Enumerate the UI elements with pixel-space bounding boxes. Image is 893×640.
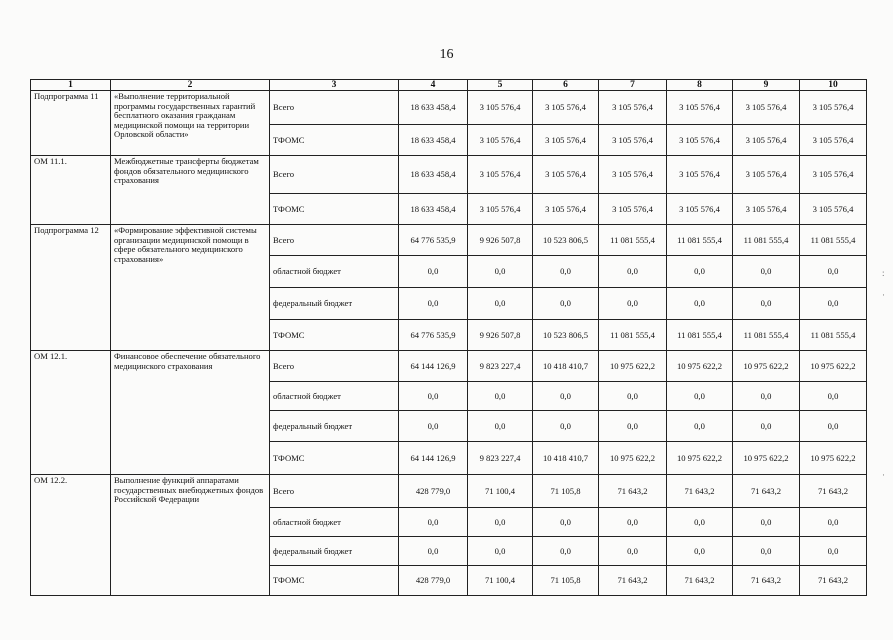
table-row — [31, 156, 867, 194]
column-header: 3 — [270, 80, 399, 91]
amount-cell: 3 105 576,4 — [667, 91, 733, 125]
amount-cell: 0,0 — [468, 256, 533, 288]
amount-cell: 10 418 410,7 — [533, 442, 599, 475]
amount-cell: 9 926 507,8 — [468, 225, 533, 256]
column-header: 4 — [399, 80, 468, 91]
column-header: 10 — [800, 80, 867, 91]
amount-cell: 3 105 576,4 — [599, 91, 667, 125]
amount-cell: 0,0 — [800, 411, 867, 442]
amount-cell: 3 105 576,4 — [667, 156, 733, 194]
funding-source: областной бюджет — [270, 508, 399, 537]
amount-cell: 11 081 555,4 — [733, 320, 800, 351]
amount-cell: 10 418 410,7 — [533, 351, 599, 382]
amount-cell: 71 643,2 — [800, 566, 867, 596]
amount-cell: 18 633 458,4 — [399, 156, 468, 194]
amount-cell: 3 105 576,4 — [733, 125, 800, 156]
amount-cell: 0,0 — [599, 256, 667, 288]
amount-cell: 0,0 — [468, 382, 533, 411]
amount-cell: 0,0 — [667, 288, 733, 320]
amount-cell: 0,0 — [533, 411, 599, 442]
amount-cell: 71 100,4 — [468, 475, 533, 508]
funding-source: областной бюджет — [270, 256, 399, 288]
amount-cell: 428 779,0 — [399, 566, 468, 596]
amount-cell: 0,0 — [599, 537, 667, 566]
amount-cell: 71 105,8 — [533, 566, 599, 596]
amount-cell: 3 105 576,4 — [468, 194, 533, 225]
column-header: 1 — [31, 80, 111, 91]
margin-mark: : — [882, 268, 885, 278]
amount-cell: 18 633 458,4 — [399, 194, 468, 225]
funding-source: федеральный бюджет — [270, 411, 399, 442]
row-code: ОМ 11.1. — [31, 156, 111, 225]
amount-cell: 3 105 576,4 — [800, 194, 867, 225]
amount-cell: 10 523 806,5 — [533, 320, 599, 351]
amount-cell: 71 643,2 — [667, 475, 733, 508]
funding-source: Всего — [270, 475, 399, 508]
amount-cell: 3 105 576,4 — [599, 125, 667, 156]
amount-cell: 71 105,8 — [533, 475, 599, 508]
amount-cell: 0,0 — [599, 382, 667, 411]
amount-cell: 3 105 576,4 — [468, 91, 533, 125]
amount-cell: 0,0 — [800, 288, 867, 320]
amount-cell: 71 100,4 — [468, 566, 533, 596]
amount-cell: 0,0 — [399, 256, 468, 288]
amount-cell: 0,0 — [800, 382, 867, 411]
amount-cell: 9 926 507,8 — [468, 320, 533, 351]
amount-cell: 3 105 576,4 — [733, 91, 800, 125]
amount-cell: 3 105 576,4 — [733, 156, 800, 194]
funding-source: Всего — [270, 156, 399, 194]
amount-cell: 3 105 576,4 — [733, 194, 800, 225]
row-title: Межбюджетные трансферты бюджетам фондов обязательного медицинского страхования — [111, 156, 270, 225]
funding-source: ТФОМС — [270, 125, 399, 156]
amount-cell: 0,0 — [667, 382, 733, 411]
funding-source: Всего — [270, 351, 399, 382]
amount-cell: 0,0 — [468, 508, 533, 537]
amount-cell: 9 823 227,4 — [468, 442, 533, 475]
amount-cell: 11 081 555,4 — [599, 320, 667, 351]
row-code: Подпрограмма 12 — [31, 225, 111, 351]
amount-cell: 0,0 — [399, 537, 468, 566]
amount-cell: 18 633 458,4 — [399, 125, 468, 156]
amount-cell: 64 144 126,9 — [399, 442, 468, 475]
row-code: Подпрограмма 11 — [31, 91, 111, 156]
page-number: 16 — [439, 47, 454, 62]
amount-cell: 11 081 555,4 — [733, 225, 800, 256]
amount-cell: 71 643,2 — [599, 566, 667, 596]
amount-cell: 3 105 576,4 — [667, 125, 733, 156]
table-row — [31, 91, 867, 125]
row-title: «Выполнение территориальной программы государственных гарантий бесплатного оказания гражданам медицинской помощи на территории Орловской области» — [111, 91, 270, 156]
amount-cell: 0,0 — [599, 288, 667, 320]
amount-cell: 0,0 — [533, 288, 599, 320]
amount-cell: 0,0 — [733, 537, 800, 566]
amount-cell: 71 643,2 — [733, 475, 800, 508]
row-code: ОМ 12.1. — [31, 351, 111, 475]
amount-cell: 3 105 576,4 — [533, 156, 599, 194]
amount-cell: 0,0 — [399, 288, 468, 320]
amount-cell: 3 105 576,4 — [599, 194, 667, 225]
amount-cell: 3 105 576,4 — [800, 91, 867, 125]
funding-source: Всего — [270, 225, 399, 256]
column-header: 9 — [733, 80, 800, 91]
amount-cell: 0,0 — [667, 256, 733, 288]
table-row — [31, 225, 867, 256]
amount-cell: 0,0 — [399, 508, 468, 537]
budget-table — [30, 79, 867, 596]
amount-cell: 10 975 622,2 — [667, 351, 733, 382]
row-title: Выполнение функций аппаратами государственных внебюджетных фондов Российской Федерации — [111, 475, 270, 596]
amount-cell: 0,0 — [533, 382, 599, 411]
funding-source: ТФОМС — [270, 442, 399, 475]
amount-cell: 3 105 576,4 — [533, 125, 599, 156]
funding-source: областной бюджет — [270, 382, 399, 411]
row-title: «Формирование эффективной системы организации медицинской помощи в сфере обязательного медицинского страхования» — [111, 225, 270, 351]
amount-cell: 0,0 — [468, 537, 533, 566]
funding-source: ТФОМС — [270, 194, 399, 225]
amount-cell: 0,0 — [733, 508, 800, 537]
amount-cell: 3 105 576,4 — [468, 125, 533, 156]
amount-cell: 0,0 — [599, 508, 667, 537]
amount-cell: 64 144 126,9 — [399, 351, 468, 382]
table-row — [31, 351, 867, 382]
amount-cell: 10 975 622,2 — [733, 442, 800, 475]
column-header: 2 — [111, 80, 270, 91]
amount-cell: 0,0 — [800, 537, 867, 566]
amount-cell: 11 081 555,4 — [667, 225, 733, 256]
amount-cell: 0,0 — [667, 411, 733, 442]
amount-cell: 0,0 — [733, 256, 800, 288]
amount-cell: 3 105 576,4 — [800, 125, 867, 156]
amount-cell: 0,0 — [800, 256, 867, 288]
amount-cell: 0,0 — [468, 288, 533, 320]
amount-cell: 10 975 622,2 — [733, 351, 800, 382]
amount-cell: 10 975 622,2 — [599, 351, 667, 382]
column-header: 7 — [599, 80, 667, 91]
amount-cell: 0,0 — [533, 256, 599, 288]
column-header: 5 — [468, 80, 533, 91]
row-code: ОМ 12.2. — [31, 475, 111, 596]
funding-source: ТФОМС — [270, 320, 399, 351]
amount-cell: 0,0 — [599, 411, 667, 442]
amount-cell: 3 105 576,4 — [800, 156, 867, 194]
amount-cell: 11 081 555,4 — [599, 225, 667, 256]
amount-cell: 11 081 555,4 — [667, 320, 733, 351]
amount-cell: 71 643,2 — [800, 475, 867, 508]
amount-cell: 0,0 — [733, 382, 800, 411]
amount-cell: 0,0 — [667, 537, 733, 566]
amount-cell: 0,0 — [399, 411, 468, 442]
table-row — [31, 475, 867, 508]
amount-cell: 0,0 — [533, 537, 599, 566]
amount-cell: 428 779,0 — [399, 475, 468, 508]
amount-cell: 0,0 — [468, 411, 533, 442]
amount-cell: 71 643,2 — [667, 566, 733, 596]
amount-cell: 64 776 535,9 — [399, 225, 468, 256]
amount-cell: 11 081 555,4 — [800, 225, 867, 256]
amount-cell: 0,0 — [800, 508, 867, 537]
margin-mark: · — [882, 470, 885, 480]
amount-cell: 71 643,2 — [599, 475, 667, 508]
amount-cell: 11 081 555,4 — [800, 320, 867, 351]
amount-cell: 3 105 576,4 — [599, 156, 667, 194]
amount-cell: 3 105 576,4 — [468, 156, 533, 194]
amount-cell: 0,0 — [399, 382, 468, 411]
amount-cell: 10 975 622,2 — [667, 442, 733, 475]
amount-cell: 10 523 806,5 — [533, 225, 599, 256]
amount-cell: 0,0 — [733, 411, 800, 442]
header-row — [31, 80, 867, 91]
amount-cell: 10 975 622,2 — [800, 351, 867, 382]
column-header: 8 — [667, 80, 733, 91]
amount-cell: 3 105 576,4 — [533, 91, 599, 125]
amount-cell: 0,0 — [533, 508, 599, 537]
amount-cell: 64 776 535,9 — [399, 320, 468, 351]
amount-cell: 10 975 622,2 — [800, 442, 867, 475]
amount-cell: 71 643,2 — [733, 566, 800, 596]
amount-cell: 0,0 — [733, 288, 800, 320]
column-header: 6 — [533, 80, 599, 91]
row-title: Финансовое обеспечение обязательного медицинского страхования — [111, 351, 270, 475]
funding-source: федеральный бюджет — [270, 537, 399, 566]
margin-mark: · — [882, 290, 885, 300]
funding-source: ТФОМС — [270, 566, 399, 596]
amount-cell: 3 105 576,4 — [533, 194, 599, 225]
funding-source: Всего — [270, 91, 399, 125]
amount-cell: 9 823 227,4 — [468, 351, 533, 382]
amount-cell: 0,0 — [667, 508, 733, 537]
amount-cell: 18 633 458,4 — [399, 91, 468, 125]
amount-cell: 10 975 622,2 — [599, 442, 667, 475]
amount-cell: 3 105 576,4 — [667, 194, 733, 225]
funding-source: федеральный бюджет — [270, 288, 399, 320]
